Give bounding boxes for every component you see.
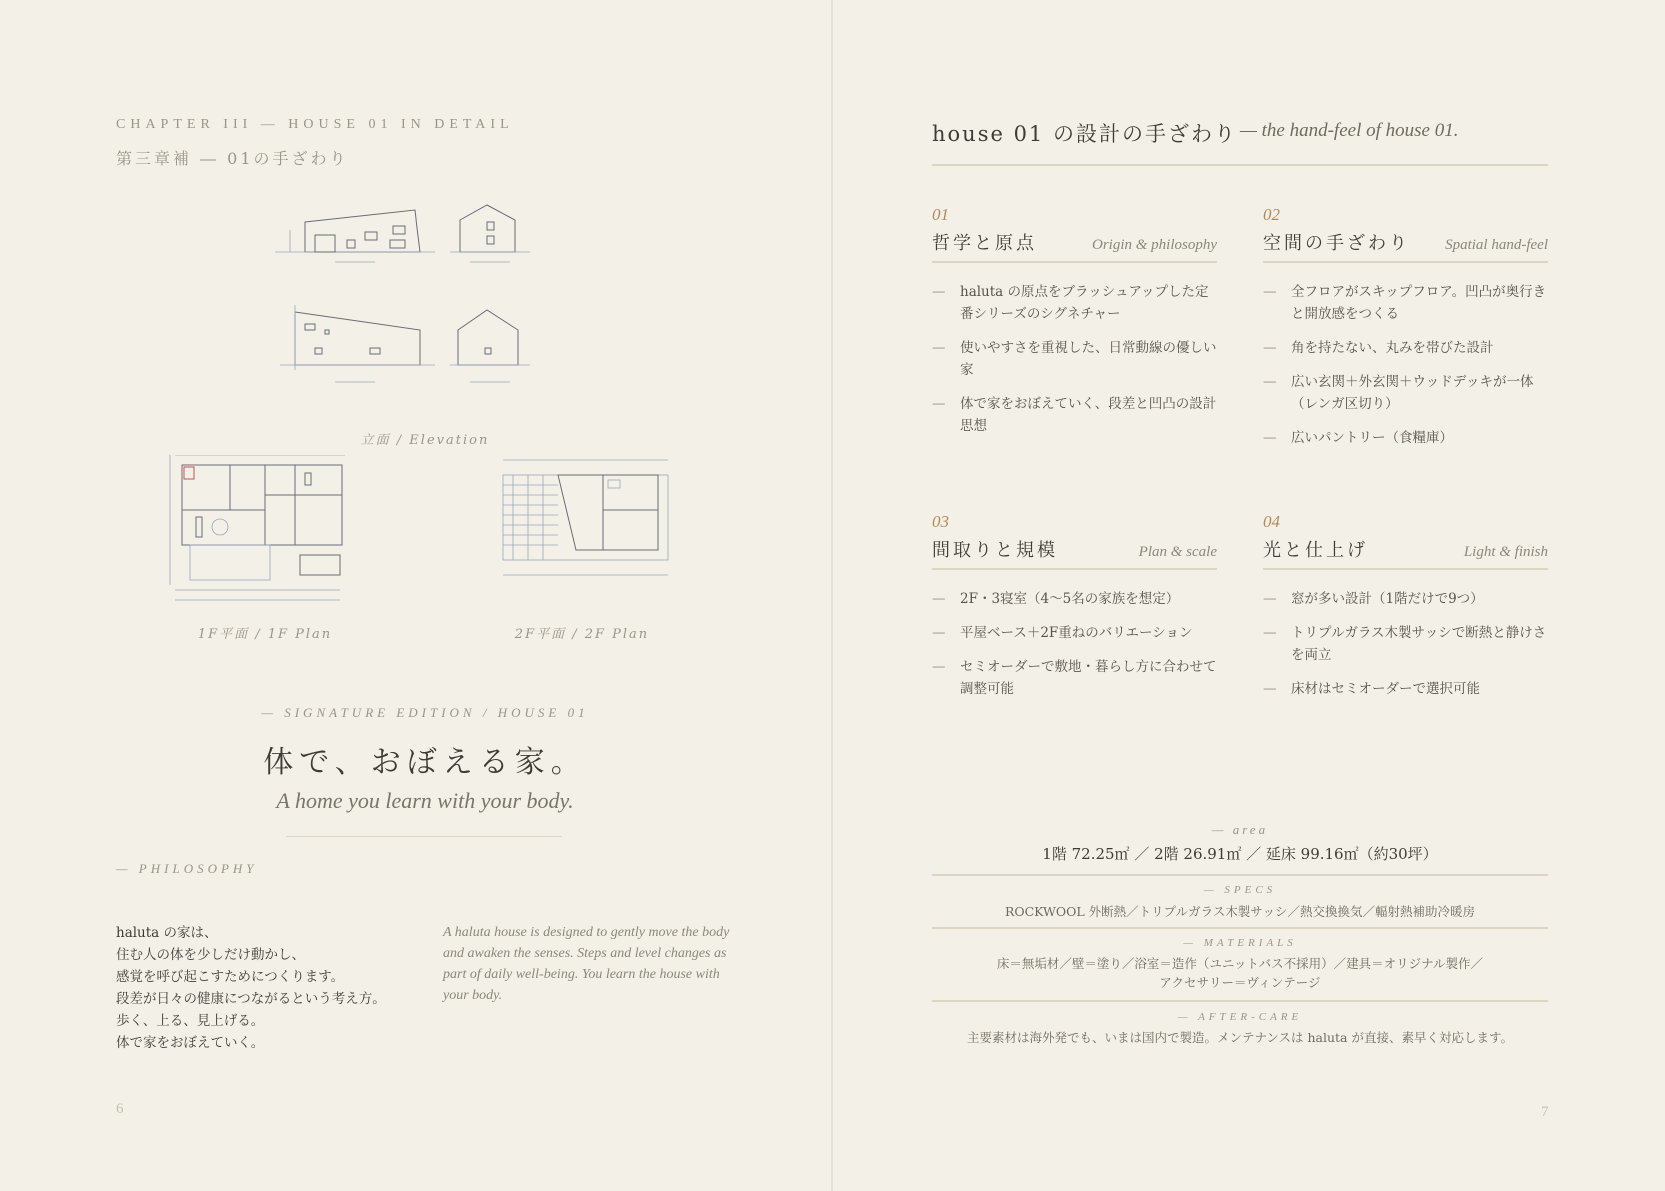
list-item: — トリプルガラス木製サッシで断熱と静けさを両立: [1263, 625, 1547, 663]
section-number: 04: [1263, 512, 1280, 531]
section-number: 01: [932, 205, 949, 224]
philosophy-line: 歩く、上る、見上げる。: [116, 1013, 265, 1029]
elevation-drawings: [275, 200, 535, 415]
specs-value: ROCKWOOL 外断熱／トリプルガラス木製サッシ／熱交換換気／輻射熱補助冷暖房: [1004, 904, 1476, 919]
plan-1f-caption: 1F平面 / 1F Plan: [197, 627, 333, 642]
materials-value: [932, 954, 1548, 992]
right-title-ja: house 01 の設計の手ざわり: [932, 122, 1237, 146]
section-title-ja: 光と仕上げ: [1263, 540, 1368, 561]
list-item: — 体で家をおぼえていく、段差と凹凸の設計思想: [932, 396, 1217, 434]
materials-line: アクセサリー＝ヴィンテージ: [1159, 975, 1321, 990]
aftercare-rule: [932, 1000, 1548, 1002]
list-item: — 広い玄関＋外玄関＋ウッドデッキが一体（レンガ区切り）: [1263, 374, 1534, 412]
section-title-en: Spatial hand-feel: [1445, 237, 1548, 253]
area-value: 1階 72.25㎡ ／ 2階 26.91㎡ ／ 延床 99.16㎡（約30坪）: [1042, 845, 1438, 863]
list-item: — 使いやすさを重視した、日常動線の優しい家: [932, 340, 1217, 378]
area-label: — area: [1211, 822, 1269, 837]
elevation-caption: 立面 / Elevation: [360, 433, 490, 448]
philosophy-label: — PHILOSOPHY: [116, 861, 258, 876]
section-04: [1263, 512, 1548, 712]
list-item: — 広いパントリー（食糧庫）: [1263, 430, 1453, 446]
section-title-en: Plan & scale: [1138, 544, 1217, 560]
plan-2f-caption: 2F平面 / 2F Plan: [514, 627, 650, 642]
section-01: [932, 205, 1217, 449]
page-number-right: 7: [1541, 1104, 1549, 1120]
list-item: — 全フロアがスキップフロア。凹凸が奥行きと開放感をつくる: [1263, 284, 1547, 322]
materials-rule: [932, 927, 1548, 929]
chapter-heading-en: CHAPTER III — HOUSE 01 IN DETAIL: [116, 117, 514, 132]
section-number: 02: [1263, 205, 1280, 224]
floor-plan-1f: [160, 455, 370, 615]
specs-label: — SPECS: [1203, 884, 1277, 896]
section-number: 03: [932, 512, 949, 531]
section-title-ja: 空間の手ざわり: [1263, 233, 1410, 254]
left-page: [0, 0, 831, 1191]
philosophy-line: 住む人の体を少しだけ動かし、: [116, 947, 305, 963]
section-title-en: Origin & philosophy: [1091, 237, 1217, 253]
chapter-heading-ja: 第三章補 ― 01の手ざわり: [116, 149, 349, 168]
list-item: — 床材はセミオーダーで選択可能: [1263, 681, 1480, 697]
philosophy-line: 体で家をおぼえていく。: [116, 1035, 265, 1051]
philosophy-en: A haluta house is designed to gently move the body and awaken the senses. Steps and level changes as part of daily well-being. You learn the house with your body.: [443, 925, 730, 1003]
specs-rule: [932, 874, 1548, 876]
aftercare-label: — AFTER-CARE: [1177, 1011, 1303, 1023]
list-item: — セミオーダーで敷地・暮らし方に合わせて調整可能: [932, 659, 1217, 697]
aftercare-value: 主要素材は海外発でも、いまは国内で製造。メンテナンスは haluta が直接、素早く対応します。: [967, 1030, 1513, 1045]
section-03: [932, 512, 1217, 712]
philosophy-line: 感覚を呼び起こすためにつくります。: [116, 969, 345, 985]
list-item: — 2F・3寝室（4〜5名の家族を想定）: [932, 591, 1180, 607]
philosophy-line: haluta の家は、: [116, 925, 218, 941]
right-page: [833, 0, 1665, 1191]
materials-line: 床＝無垢材／壁＝塗り／浴室＝造作（ユニットバス不採用）／建具＝オリジナル製作／: [996, 956, 1484, 971]
materials-label: — MATERIALS: [1183, 937, 1297, 949]
right-title-en: — the hand-feel of house 01.: [1240, 120, 1459, 141]
list-item: — 平屋ベース＋2F重ねのバリエーション: [932, 625, 1193, 641]
headline-rule: [286, 836, 562, 837]
page-number-left: 6: [116, 1101, 124, 1117]
title-rule: [932, 164, 1548, 166]
list-item: — 窓が多い設計（1階だけで9つ）: [1263, 591, 1484, 607]
section-title-ja: 哲学と原点: [932, 233, 1037, 254]
list-item: — haluta の原点をブラッシュアップした定番シリーズのシグネチャー: [932, 284, 1209, 322]
list-item: — 角を持たない、丸みを帯びた設計: [1263, 340, 1494, 356]
section-title-en: Light & finish: [1463, 544, 1548, 560]
philosophy-line: 段差が日々の健康につながるという考え方。: [116, 991, 386, 1007]
edition-label: — SIGNATURE EDITION / HOUSE 01: [261, 705, 589, 720]
section-02: [1263, 205, 1548, 461]
section-title-ja: 間取りと規模: [932, 540, 1058, 561]
floor-plan-2f: [478, 455, 688, 595]
headline-ja: 体で、おぼえる家。: [263, 745, 587, 780]
philosophy-ja: [116, 922, 416, 1054]
headline-en: A home you learn with your body.: [276, 788, 574, 813]
